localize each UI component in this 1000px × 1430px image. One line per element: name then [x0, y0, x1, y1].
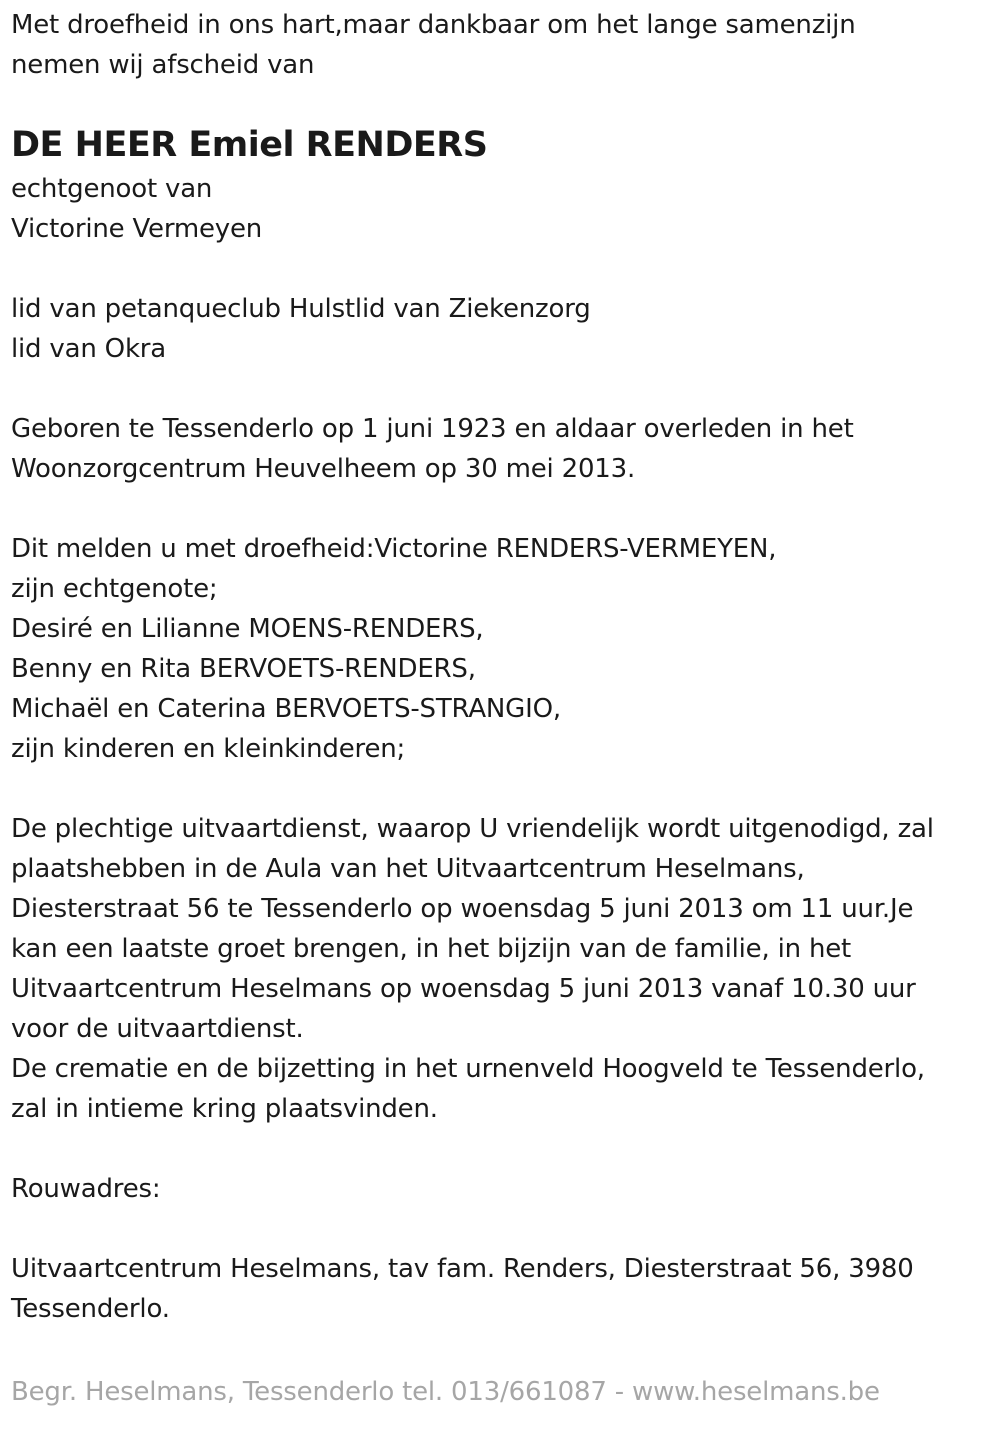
birth-death-line: Woonzorgcentrum Heuvelheem op 30 mei 2013.	[11, 454, 636, 484]
service-line: plaatshebben in de Aula van het Uitvaartcentrum Heselmans,	[11, 854, 805, 884]
service-line: zal in intieme kring plaatsvinden.	[11, 1094, 438, 1124]
family-line: Desiré en Lilianne MOENS-RENDERS,	[11, 614, 484, 644]
spacer	[11, 489, 986, 529]
deceased-name: DE HEER Emiel RENDERS	[11, 125, 488, 165]
service-line: voor de uitvaartdienst.	[11, 1014, 304, 1044]
service-line: De plechtige uitvaartdienst, waarop U vriendelijk wordt uitgenodigd, zal	[11, 814, 934, 844]
family-line: zijn echtgenote;	[11, 574, 218, 604]
family-line: Michaël en Caterina BERVOETS-STRANGIO,	[11, 694, 561, 724]
funeral-home-footer: Begr. Heselmans, Tessenderlo tel. 013/661087 - www.heselmans.be	[11, 1377, 880, 1407]
spacer	[11, 369, 986, 409]
service-line: Uitvaartcentrum Heselmans op woensdag 5 juni 2013 vanaf 10.30 uur	[11, 974, 916, 1004]
intro-line: nemen wij afscheid van	[11, 50, 315, 80]
spacer	[11, 249, 986, 289]
family-line: zijn kinderen en kleinkinderen;	[11, 734, 406, 764]
birth-death-line: Geboren te Tessenderlo op 1 juni 1923 en aldaar overleden in het	[11, 414, 854, 444]
membership-line: lid van petanqueclub Hulstlid van Ziekenzorg	[11, 294, 591, 324]
address-label: Rouwadres:	[11, 1174, 161, 1204]
intro-line: Met droefheid in ons hart,maar dankbaar om het lange samenzijn	[11, 10, 856, 40]
spouse-line: echtgenoot van	[11, 174, 213, 204]
family-line: Dit melden u met droefheid:Victorine RENDERS-VERMEYEN,	[11, 534, 777, 564]
spacer	[11, 1209, 986, 1249]
membership-line: lid van Okra	[11, 334, 167, 364]
obituary-notice	[11, 0, 986, 1329]
service-line: kan een laatste groet brengen, in het bijzijn van de familie, in het	[11, 934, 852, 964]
service-line: De crematie en de bijzetting in het urnenveld Hoogveld te Tessenderlo,	[11, 1054, 925, 1084]
spacer	[11, 1129, 986, 1169]
spacer	[11, 769, 986, 809]
family-line: Benny en Rita BERVOETS-RENDERS,	[11, 654, 476, 684]
spouse-name: Victorine Vermeyen	[11, 214, 263, 244]
address-line: Tessenderlo.	[11, 1294, 170, 1324]
address-line: Uitvaartcentrum Heselmans, tav fam. Renders, Diesterstraat 56, 3980	[11, 1254, 914, 1284]
service-line: Diesterstraat 56 te Tessenderlo op woensdag 5 juni 2013 om 11 uur.Je	[11, 894, 914, 924]
